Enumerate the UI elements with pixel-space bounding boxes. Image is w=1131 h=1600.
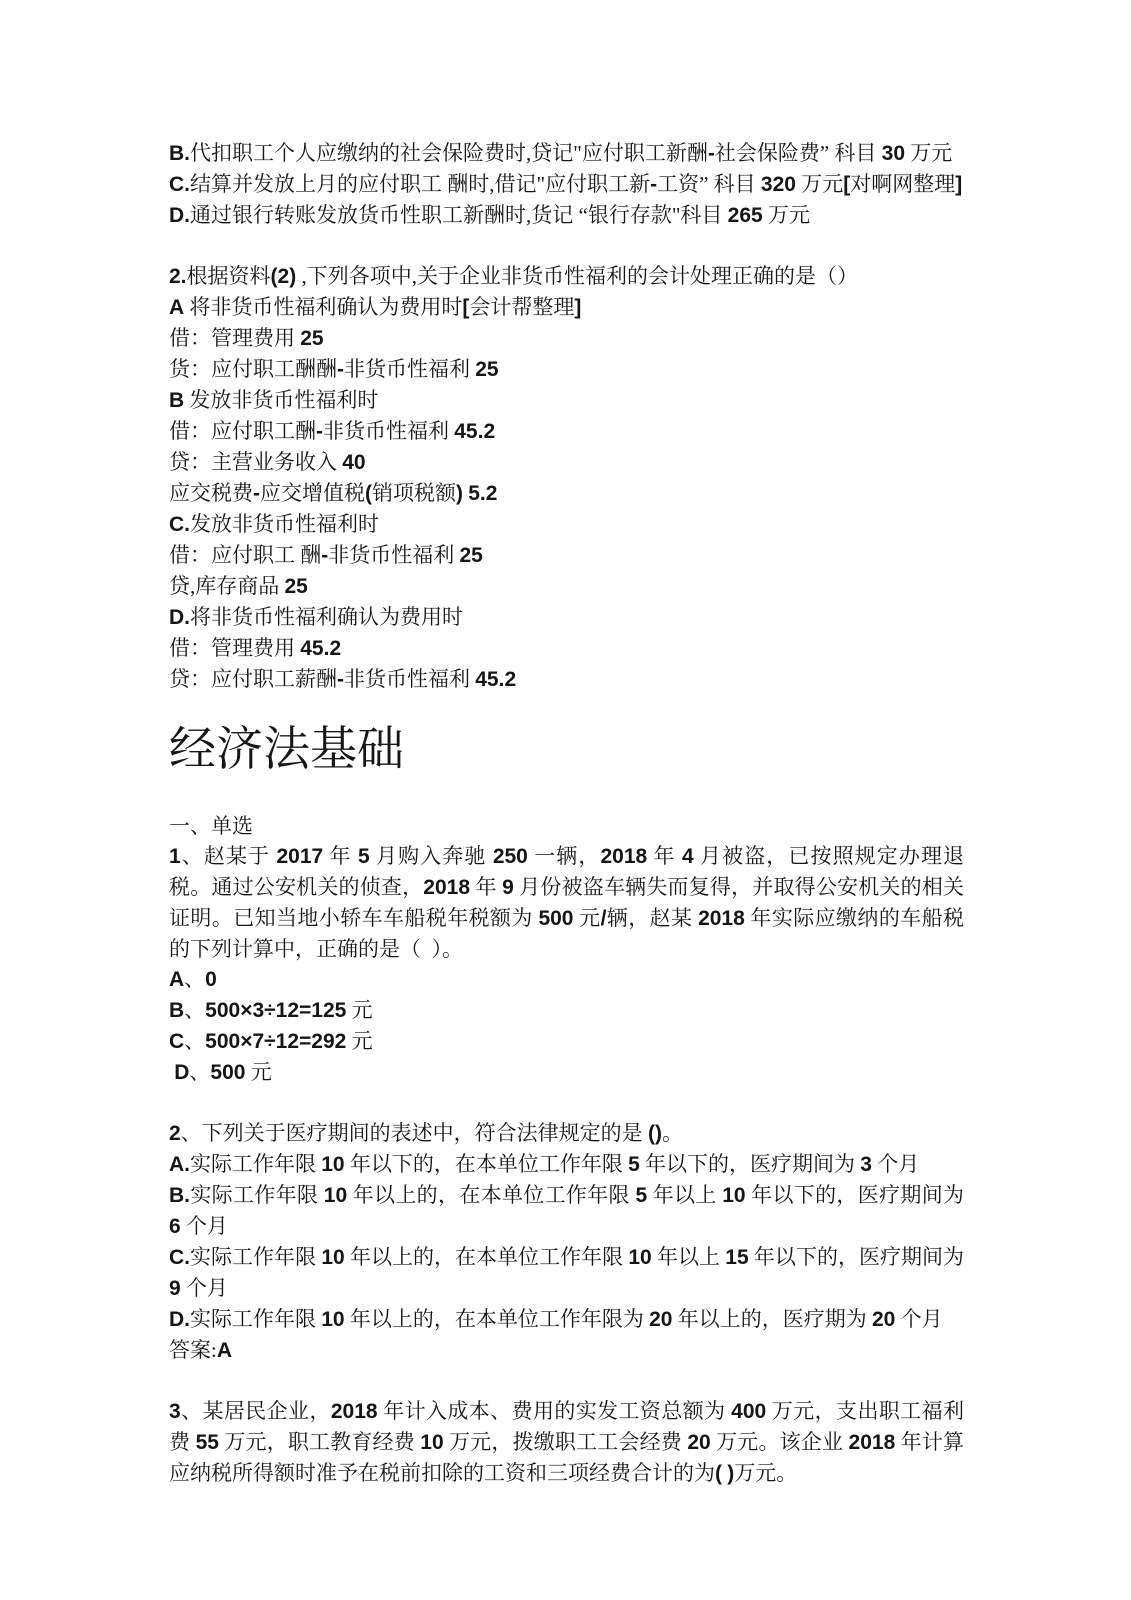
text-line: B.代扣职工个人应缴纳的社会保险费时,贷记"应付职工新酬-社会保险费” 科目 30 万元: [169, 141, 953, 165]
text-line: 应交税费-应交增值税(销项税额) 5.2: [169, 481, 498, 505]
text-line: 一、单选: [169, 814, 253, 838]
text-line: 借：应付职工酬-非货币性福利 45.2: [169, 419, 496, 443]
text-line: D、500 元: [174, 1060, 272, 1084]
paragraph-gap: [169, 231, 964, 261]
text-line: D.实际工作年限 10 年以上的，在本单位工作年限为 20 年以上的，医疗期为 20 个月: [169, 1307, 943, 1331]
section-heading: 经济法基础: [169, 724, 404, 776]
text-line: D.通过银行转账发放货币性职工新酬时,货记 “银行存款"科目 265 万元: [169, 203, 810, 227]
text-line: C.结算并发放上月的应付职工 酬时,借记"应付职工新-工资” 科目 320 万元[对啊网整理]: [169, 172, 963, 196]
text-line: A.实际工作年限 10 年以下的，在本单位工作年限 5 年以下的，医疗期间为 3 个月: [169, 1152, 920, 1176]
text-line: A 将非货币性福利确认为费用时[会计帮整理]: [169, 295, 582, 319]
text-line: 贷：主营业务收入 40: [169, 450, 366, 474]
text-line: 借：应付职工 酬-非货币性福利 25: [169, 543, 483, 567]
text-line: B 发放非货币性福利时: [169, 388, 379, 412]
text-line: 货：应付职工酬酬-非货币性福利 25: [169, 357, 499, 381]
text-line: 2.根据资料(2) ,下列各项中,关于企业非货币性福利的会计处理正确的是（）: [169, 264, 858, 288]
text-line: 借：管理费用 45.2: [169, 636, 342, 660]
text-line: B、500×3÷12=125 元: [169, 998, 373, 1022]
text-line: 答案:A: [169, 1338, 233, 1362]
text-line: 借：管理费用 25: [169, 326, 324, 350]
text-line: 贷,库存商品 25: [169, 574, 308, 598]
text-line: A、0: [169, 967, 217, 991]
text-line: 贷：应付职工薪酬-非货币性福利 45.2: [169, 667, 517, 691]
document-content: [169, 138, 970, 1489]
paragraph-gap: [169, 1366, 964, 1396]
text-line: 1、赵某于 2017 年 5 月购入奔驰 250 一辆，2018 年 4 月被盗，已按照规定办理退税。通过公安机关的侦查，2018 年 9 月份被盗车辆失而复得，并取得公安机关的相关证明。已知当地小轿车车船税年税额为 500 元/辆，赵某 2018 年实际应缴纳的车船税的下列计算中，正确的是（ ）。: [169, 844, 965, 961]
text-line: 2、下列关于医疗期间的表述中，符合法律规定的是 ()。: [169, 1121, 683, 1145]
text-line: D.将非货币性福利确认为费用时: [169, 605, 463, 629]
paragraph-gap: [169, 1088, 964, 1118]
text-line: C、500×7÷12=292 元: [169, 1029, 373, 1053]
text-line: B.实际工作年限 10 年以上的，在本单位工作年限 5 年以上 10 年以下的，医疗期间为 6 个月: [169, 1183, 970, 1238]
text-line: 3、某居民企业，2018 年计入成本、费用的实发工资总额为 400 万元，支出职工福利费 55 万元，职工教育经费 10 万元，拨缴职工工会经费 20 万元。该企业 2018 年计算应纳税所得额时准予在税前扣除的工资和三项经费合计的为( )万元。: [169, 1399, 965, 1485]
text-line: C.发放非货币性福利时: [169, 512, 379, 536]
text-line: C.实际工作年限 10 年以上的，在本单位工作年限 10 年以上 15 年以下的，医疗期间为 9 个月: [169, 1245, 970, 1300]
